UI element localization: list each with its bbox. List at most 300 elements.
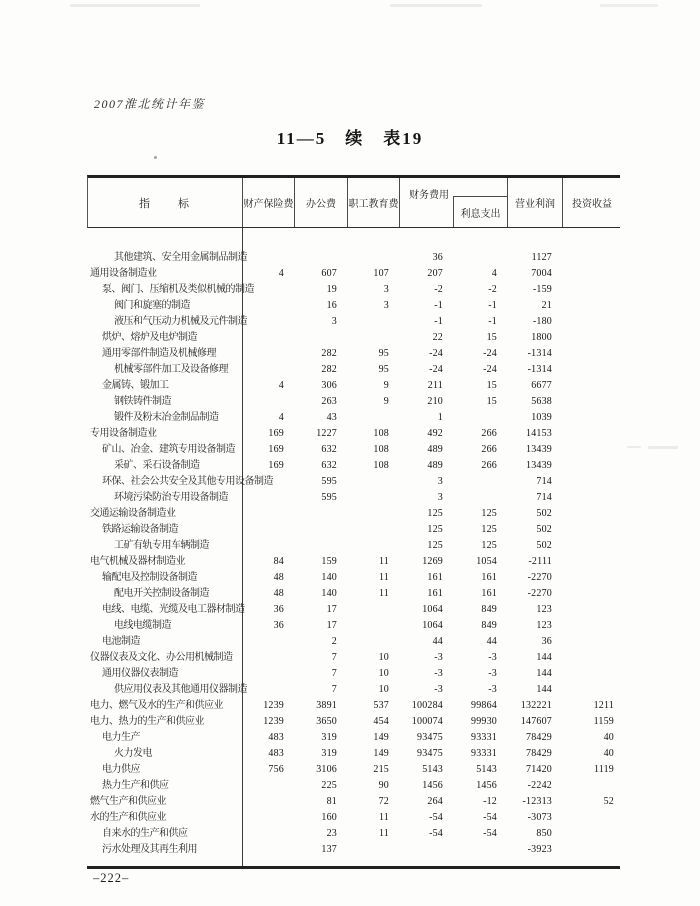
value-cell: 306: [321, 380, 337, 391]
value-cell: [347, 522, 399, 538]
value-cell: 10: [378, 668, 389, 679]
value-cell: 756: [268, 764, 284, 775]
table-row: [87, 458, 620, 474]
value-cell: 215: [373, 764, 389, 775]
value-cell: 595: [321, 492, 337, 503]
value-cell: -2270: [527, 588, 552, 599]
page-title: 11—5 续 表19: [276, 129, 424, 148]
value-cell: -24: [429, 364, 443, 375]
value-cell: 137: [321, 844, 337, 855]
value-cell: 44: [486, 636, 497, 647]
indicator-cell: 专用设备制造业: [90, 428, 157, 439]
table-row: [87, 346, 620, 362]
value-cell: 7: [331, 652, 337, 663]
value-cell: 125: [481, 524, 497, 535]
value-cell: -3: [488, 652, 497, 663]
value-cell: [562, 458, 620, 474]
value-cell: 93331: [471, 748, 497, 759]
value-cell: 108: [373, 460, 389, 471]
value-cell: 13439: [526, 460, 552, 471]
indicator-cell: 水的生产和供应业: [90, 812, 166, 823]
value-cell: 147607: [520, 716, 552, 727]
indicator-cell: 环保、社会公共安全及其他专用设备制造: [102, 476, 273, 487]
value-cell: 15: [486, 332, 497, 343]
table-row: [87, 362, 620, 378]
value-cell: -24: [429, 348, 443, 359]
value-cell: [242, 250, 294, 266]
table-row: [87, 330, 620, 346]
table-row: [87, 394, 620, 410]
value-cell: 1239: [263, 700, 284, 711]
indicator-cell: 交通运输设备制造业: [90, 508, 176, 519]
value-cell: 84: [273, 556, 284, 567]
table-row: [87, 442, 620, 458]
value-cell: -12: [483, 796, 497, 807]
value-cell: 210: [427, 396, 443, 407]
value-cell: 99930: [471, 716, 497, 727]
value-cell: [294, 506, 347, 522]
value-cell: 23: [326, 828, 337, 839]
value-cell: 14153: [526, 428, 552, 439]
value-cell: [242, 298, 294, 314]
value-cell: 40: [603, 732, 614, 743]
table-row: [87, 538, 620, 554]
value-cell: 489: [427, 460, 443, 471]
table-row: [87, 746, 620, 762]
table-row: [87, 794, 620, 810]
value-cell: [453, 474, 507, 490]
indicator-cell: 电气机械及器材制造业: [90, 556, 185, 567]
value-cell: 3891: [316, 700, 337, 711]
value-cell: 5143: [476, 764, 497, 775]
table-row: [87, 730, 620, 746]
value-cell: 149: [373, 748, 389, 759]
value-cell: 11: [378, 828, 389, 839]
value-cell: 40: [603, 748, 614, 759]
value-cell: [347, 314, 399, 330]
indicator-cell: 环境污染防治专用设备制造: [114, 492, 228, 503]
value-cell: 161: [481, 572, 497, 583]
value-cell: 11: [378, 572, 389, 583]
value-cell: [242, 538, 294, 554]
value-cell: 714: [536, 492, 552, 503]
value-cell: 16: [326, 300, 337, 311]
value-cell: 492: [427, 428, 443, 439]
value-cell: 99864: [471, 700, 497, 711]
value-cell: [294, 538, 347, 554]
value-cell: 107: [373, 268, 389, 279]
table-row: [87, 490, 620, 506]
value-cell: [242, 394, 294, 410]
value-cell: 4: [278, 268, 284, 279]
value-cell: 125: [481, 508, 497, 519]
header-operating-profit: 营业利润: [508, 178, 563, 227]
value-cell: 7: [331, 668, 337, 679]
value-cell: [242, 794, 294, 810]
value-cell: 161: [481, 588, 497, 599]
value-cell: 266: [481, 460, 497, 471]
value-cell: 21: [541, 300, 552, 311]
value-cell: 3: [383, 300, 389, 311]
table-body: [87, 228, 620, 869]
value-cell: 159: [321, 556, 337, 567]
value-cell: 1269: [422, 556, 443, 567]
indicator-cell: 采矿、采石设备制造: [114, 460, 200, 471]
value-cell: [242, 506, 294, 522]
value-cell: [562, 346, 620, 362]
value-cell: 7004: [531, 268, 552, 279]
value-cell: [562, 394, 620, 410]
value-cell: [562, 314, 620, 330]
table-row: [87, 298, 620, 314]
value-cell: 1: [437, 412, 443, 423]
value-cell: 264: [427, 796, 443, 807]
value-cell: -54: [429, 828, 443, 839]
indicator-cell: 燃气生产和供应业: [90, 796, 166, 807]
value-cell: [562, 330, 620, 346]
value-cell: 319: [321, 732, 337, 743]
value-cell: [562, 250, 620, 266]
indicator-cell: 钢铁铸件制造: [114, 396, 171, 407]
value-cell: 123: [536, 620, 552, 631]
value-cell: [562, 682, 620, 698]
value-cell: [347, 474, 399, 490]
indicator-cell: 阀门和旋塞的制造: [114, 300, 190, 311]
value-cell: 537: [373, 700, 389, 711]
value-cell: 266: [481, 428, 497, 439]
value-cell: 607: [321, 268, 337, 279]
header-interest-expenditure: 利息支出: [453, 196, 507, 227]
indicator-cell: 其他建筑、安全用金属制品制造: [114, 252, 247, 263]
value-cell: -3: [488, 668, 497, 679]
value-cell: [562, 618, 620, 634]
indicator-cell: 通用设备制造业: [90, 268, 157, 279]
value-cell: -1314: [527, 348, 552, 359]
table-row: [87, 618, 620, 634]
value-cell: 3106: [316, 764, 337, 775]
scan-artifact: [390, 4, 482, 7]
value-cell: -3: [434, 652, 443, 663]
value-cell: [562, 586, 620, 602]
value-cell: 123: [536, 604, 552, 615]
value-cell: 100284: [411, 700, 443, 711]
value-cell: 3: [383, 284, 389, 295]
table-row: [87, 650, 620, 666]
value-cell: 52: [603, 796, 614, 807]
value-cell: [562, 474, 620, 490]
value-cell: -12313: [522, 796, 552, 807]
indicator-cell: 通用零部件制造及机械修理: [102, 348, 216, 359]
value-cell: [453, 842, 507, 858]
value-cell: -1: [434, 316, 443, 327]
value-cell: [562, 570, 620, 586]
value-cell: -54: [483, 828, 497, 839]
value-cell: 5638: [531, 396, 552, 407]
header-staff-education-fee: 职工教育费: [348, 178, 400, 227]
value-cell: 36: [273, 604, 284, 615]
indicator-cell: 电力、热力的生产和供应业: [90, 716, 204, 727]
value-cell: 11: [378, 556, 389, 567]
value-cell: 6677: [531, 380, 552, 391]
value-cell: [562, 282, 620, 298]
header-investment-income: 投资收益: [572, 199, 612, 210]
value-cell: -3: [434, 668, 443, 679]
value-cell: 48: [273, 588, 284, 599]
value-cell: -2: [434, 284, 443, 295]
value-cell: 849: [481, 604, 497, 615]
header-financial-expenses-group: [400, 178, 508, 227]
value-cell: -3: [434, 684, 443, 695]
value-cell: [562, 826, 620, 842]
table-row: [87, 586, 620, 602]
indicator-cell: 铁路运输设备制造: [102, 524, 178, 535]
value-cell: [347, 602, 399, 618]
value-cell: 160: [321, 812, 337, 823]
value-cell: 9: [383, 396, 389, 407]
value-cell: 266: [481, 444, 497, 455]
value-cell: 1456: [422, 780, 443, 791]
value-cell: 78429: [526, 748, 552, 759]
value-cell: [294, 330, 347, 346]
value-cell: 161: [427, 572, 443, 583]
value-cell: [347, 490, 399, 506]
value-cell: 1456: [476, 780, 497, 791]
indicator-cell: 通用仪器仪表制造: [102, 668, 178, 679]
statistics-table: [87, 175, 620, 869]
value-cell: [453, 250, 507, 266]
value-cell: 849: [481, 620, 497, 631]
value-cell: 3: [437, 492, 443, 503]
indicator-cell: 污水处理及其再生利用: [102, 844, 197, 855]
value-cell: [562, 602, 620, 618]
value-cell: [347, 410, 399, 426]
value-cell: 108: [373, 428, 389, 439]
table-row: [87, 570, 620, 586]
indicator-cell: 电力供应: [102, 764, 140, 775]
value-cell: 36: [273, 620, 284, 631]
indicator-cell: 烘炉、熔炉及电炉制造: [102, 332, 197, 343]
indicator-cell: 电池制造: [102, 636, 140, 647]
table-row: [87, 506, 620, 522]
value-cell: 100074: [411, 716, 443, 727]
value-cell: 1239: [263, 716, 284, 727]
value-cell: 10: [378, 684, 389, 695]
value-cell: 78429: [526, 732, 552, 743]
value-cell: 11: [378, 812, 389, 823]
value-cell: [562, 810, 620, 826]
indicator-cell: 机械零部件加工及设备修理: [114, 364, 228, 375]
journal-title: 2007淮北统计年鉴: [94, 97, 206, 111]
value-cell: [562, 666, 620, 682]
value-cell: [562, 842, 620, 858]
indicator-cell: 金属铸、锻加工: [102, 380, 169, 391]
value-cell: [562, 298, 620, 314]
value-cell: [562, 506, 620, 522]
value-cell: [453, 490, 507, 506]
value-cell: 144: [536, 652, 552, 663]
indicator-cell: 电力生产: [102, 732, 140, 743]
value-cell: 483: [268, 748, 284, 759]
value-cell: 1064: [422, 604, 443, 615]
value-cell: [347, 842, 399, 858]
value-cell: 93331: [471, 732, 497, 743]
value-cell: [242, 490, 294, 506]
value-cell: 44: [432, 636, 443, 647]
table-row: [87, 282, 620, 298]
value-cell: 149: [373, 732, 389, 743]
value-cell: [242, 810, 294, 826]
table-row: [87, 522, 620, 538]
value-cell: [347, 634, 399, 650]
table-row: [87, 266, 620, 282]
value-cell: 1159: [593, 716, 614, 727]
value-cell: -3923: [527, 844, 552, 855]
indicator-cell: 矿山、冶金、建筑专用设备制造: [102, 444, 235, 455]
value-cell: 132221: [520, 700, 552, 711]
value-cell: 81: [326, 796, 337, 807]
value-cell: 483: [268, 732, 284, 743]
indicator-cell: 自来水的生产和供应: [102, 828, 188, 839]
value-cell: 207: [427, 268, 443, 279]
value-cell: 3650: [316, 716, 337, 727]
header-property-insurance-fee: 财产保险费: [243, 178, 295, 227]
table-row: [87, 602, 620, 618]
value-cell: 13439: [526, 444, 552, 455]
value-cell: [242, 330, 294, 346]
value-cell: 225: [321, 780, 337, 791]
value-cell: 36: [432, 252, 443, 263]
value-cell: -2270: [527, 572, 552, 583]
value-cell: 1039: [531, 412, 552, 423]
value-cell: 502: [536, 508, 552, 519]
value-cell: -24: [483, 364, 497, 375]
value-cell: 3: [437, 476, 443, 487]
value-cell: -1: [488, 316, 497, 327]
value-cell: [562, 634, 620, 650]
header-indicator: 指 标: [88, 178, 243, 227]
value-cell: [242, 682, 294, 698]
table-row: [87, 778, 620, 794]
indicator-cell: 配电开关控制设备制造: [114, 588, 209, 599]
table-row: [87, 634, 620, 650]
value-cell: [242, 842, 294, 858]
indicator-cell: 火力发电: [114, 748, 152, 759]
value-cell: 125: [481, 540, 497, 551]
value-cell: -159: [532, 284, 552, 295]
scan-artifact: [600, 4, 658, 7]
value-cell: 11: [378, 588, 389, 599]
indicator-cell: 供应用仪表及其他通用仪器制造: [114, 684, 247, 695]
table-row: [87, 410, 620, 426]
table-row: [87, 698, 620, 714]
value-cell: 125: [427, 524, 443, 535]
value-cell: -3: [488, 684, 497, 695]
value-cell: -2111: [528, 556, 552, 567]
table-row: [87, 810, 620, 826]
value-cell: [562, 266, 620, 282]
value-cell: 502: [536, 540, 552, 551]
value-cell: [294, 522, 347, 538]
value-cell: 632: [321, 444, 337, 455]
value-cell: 72: [378, 796, 389, 807]
value-cell: [242, 666, 294, 682]
value-cell: 48: [273, 572, 284, 583]
value-cell: 595: [321, 476, 337, 487]
table-row: [87, 842, 620, 858]
value-cell: [242, 650, 294, 666]
value-cell: 1127: [531, 252, 552, 263]
indicator-cell: 仪器仪表及文化、办公用机械制造: [90, 652, 233, 663]
table-row: [87, 762, 620, 778]
value-cell: 1211: [593, 700, 614, 711]
table-row: [87, 682, 620, 698]
value-cell: 850: [536, 828, 552, 839]
value-cell: -180: [532, 316, 552, 327]
value-cell: 95: [378, 364, 389, 375]
value-cell: 5143: [422, 764, 443, 775]
value-cell: 489: [427, 444, 443, 455]
value-cell: 169: [268, 428, 284, 439]
value-cell: [453, 410, 507, 426]
indicator-cell: 锻件及粉末冶金制品制造: [114, 412, 219, 423]
value-cell: 7: [331, 684, 337, 695]
value-cell: 9: [383, 380, 389, 391]
value-cell: 282: [321, 348, 337, 359]
table-row: [87, 250, 620, 266]
value-cell: 71420: [526, 764, 552, 775]
value-cell: 10: [378, 652, 389, 663]
header-office-expenses: 办公费: [295, 178, 348, 227]
value-cell: [294, 250, 347, 266]
table-row: [87, 378, 620, 394]
value-cell: 263: [321, 396, 337, 407]
value-cell: -24: [483, 348, 497, 359]
value-cell: [562, 490, 620, 506]
value-cell: -1: [434, 300, 443, 311]
table-row: [87, 666, 620, 682]
scan-artifact: [70, 4, 200, 7]
value-cell: 211: [427, 380, 443, 391]
value-cell: 4: [491, 268, 497, 279]
value-cell: 454: [373, 716, 389, 727]
value-cell: 22: [432, 332, 443, 343]
value-cell: [562, 378, 620, 394]
value-cell: 15: [486, 380, 497, 391]
header-financial-expenses: 财务费用: [409, 190, 449, 201]
value-cell: [242, 314, 294, 330]
value-cell: 1227: [316, 428, 337, 439]
value-cell: 1054: [476, 556, 497, 567]
value-cell: -54: [483, 812, 497, 823]
value-cell: [562, 426, 620, 442]
table-row: [87, 474, 620, 490]
value-cell: 43: [326, 412, 337, 423]
value-cell: 714: [536, 476, 552, 487]
value-cell: [562, 442, 620, 458]
value-cell: 144: [536, 684, 552, 695]
indicator-cell: 液压和气压动力机械及元件制造: [114, 316, 247, 327]
value-cell: 144: [536, 668, 552, 679]
value-cell: 169: [268, 444, 284, 455]
indicator-cell: 泵、阀门、压缩机及类似机械的制造: [102, 284, 254, 295]
indicator-cell: 输配电及控制设备制造: [102, 572, 197, 583]
value-cell: 108: [373, 444, 389, 455]
value-cell: -2242: [527, 780, 552, 791]
value-cell: -3073: [527, 812, 552, 823]
value-cell: [347, 250, 399, 266]
value-cell: 2: [331, 636, 337, 647]
value-cell: [562, 554, 620, 570]
